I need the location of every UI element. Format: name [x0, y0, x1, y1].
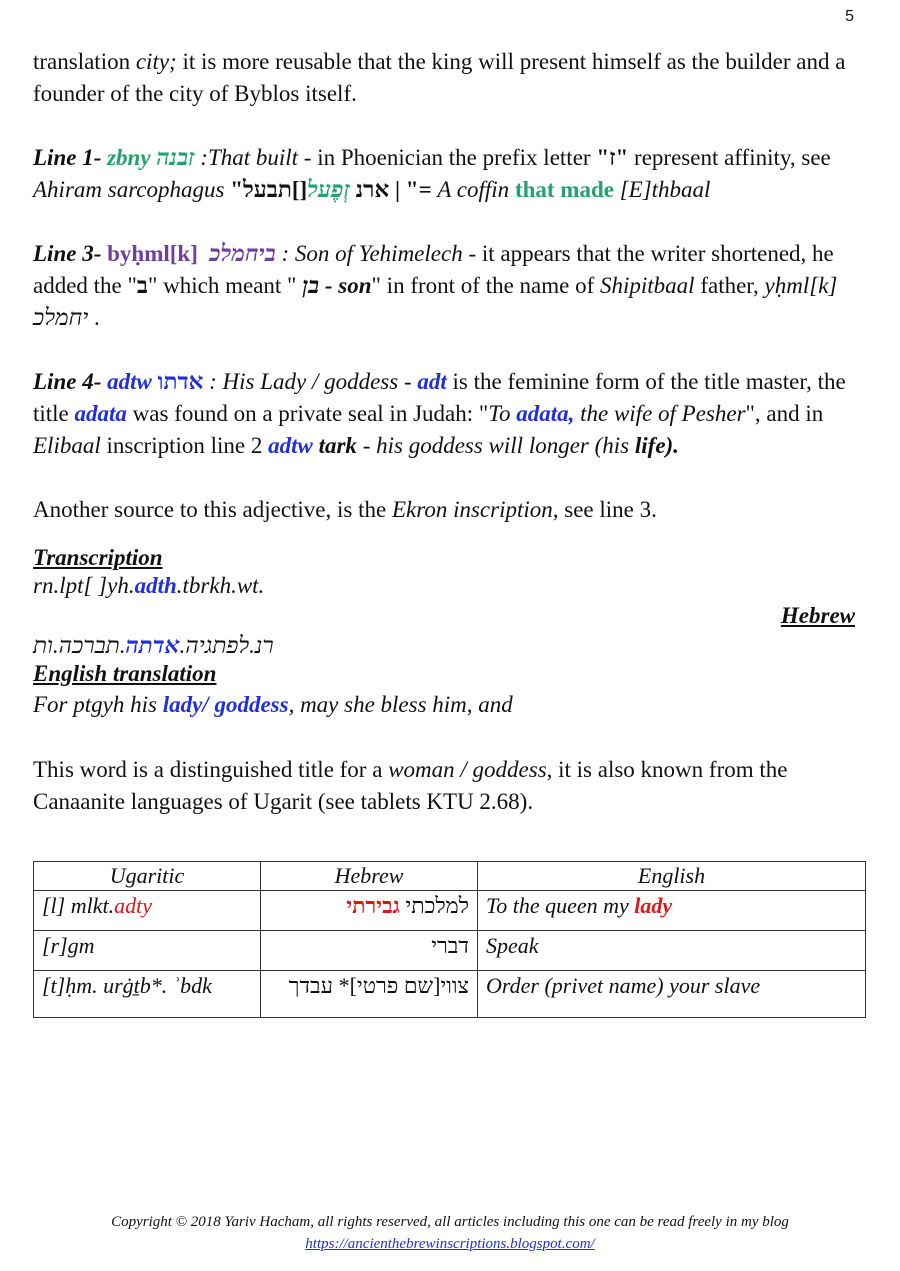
hebrew-heading-line: [33, 600, 855, 632]
line1-translation-highlight: that made: [514, 177, 614, 202]
transcription-heading: Transcription: [33, 545, 163, 570]
line4-text-2: was found on a private seal in Judah: ": [126, 401, 489, 426]
distinguished-text-end: , it is also known from the Canaanite languages of Ugarit (see tablets KTU 2.68).: [33, 757, 788, 814]
line3-gloss: : Son of Yehimelech: [275, 241, 463, 266]
line1-heb-tbaal: תבעל: [243, 177, 292, 202]
ugaritic-text: [l] mlkt.: [42, 893, 115, 918]
line3-hebrew-2: יחמלכ: [33, 305, 89, 330]
line4-quote-1: To: [488, 401, 517, 426]
line4-quote-adata: adata,: [516, 401, 575, 426]
comparison-table: [33, 861, 866, 1018]
english-lady-goddess: lady/ goddess: [162, 692, 289, 717]
line3-translit: byḥml[k]: [107, 241, 198, 266]
line1-heb-arn: | ארנ: [355, 177, 406, 202]
line1-gloss: :That built: [200, 145, 299, 170]
hebrew-adth: אדתה: [125, 633, 180, 658]
intro-text-end: it is more reusable that the king will present himself as the builder and a founder of the city of Byblos itself.: [33, 49, 846, 106]
header-english: English: [478, 862, 866, 891]
line1-translit: zbny: [107, 145, 151, 170]
distinguished-woman-goddess: woman / goddess: [388, 757, 547, 782]
line4-dash-2: -: [356, 433, 377, 458]
line4-elibaal: Elibaal: [33, 433, 101, 458]
line4-adt: adt: [417, 369, 447, 394]
hebrew-cell: [261, 891, 478, 931]
english-heading-line: [33, 658, 855, 690]
table-row: [34, 971, 866, 1018]
hebrew-text: צווי[שם פרטי]* עבדך: [288, 973, 469, 998]
ugaritic-cell: [34, 891, 261, 931]
english-text: To the queen my: [486, 893, 635, 918]
english-cell: [478, 971, 866, 1018]
line4-dash: -: [398, 369, 418, 394]
line1-translation-end: [E]thbaal: [613, 177, 711, 202]
line3-translit-2: yḥml[k]: [764, 273, 838, 298]
line3-end: .: [88, 305, 100, 330]
line3-name: Shipitbaal: [600, 273, 695, 298]
line3-text: - it appears that the writer shortened, he added the ": [33, 241, 834, 298]
transcription-text: [33, 570, 855, 602]
table-row: [34, 931, 866, 971]
ugaritic-cell: [34, 931, 261, 971]
english-part-3: , may she bless him, and: [288, 692, 513, 717]
line3-label: Line 3-: [33, 241, 102, 266]
line4-quote-3: the wife of Pesher: [574, 401, 746, 426]
english-part-1: For ptgyh his: [33, 692, 163, 717]
footer-copyright: Copyright © 2018 Yariv Hacham, all rights reserved, all articles including this one can be read freely in my blog: [111, 1214, 789, 1230]
line1-translation: A coffin: [431, 177, 515, 202]
source-text-end: see line 3.: [558, 497, 657, 522]
source-paragraph: [33, 494, 855, 526]
table-row: [34, 891, 866, 931]
transcription-part-3: .tbrkh.wt.: [176, 573, 265, 598]
ugaritic-text: [t]ḥm. urġṯb*. ʾbdk: [42, 973, 212, 998]
line1-hebrew: זבנה: [156, 145, 195, 170]
hebrew-text: למלכתי: [399, 893, 469, 918]
hebrew-cell: [261, 931, 478, 971]
line4-text: is the feminine form of the title master, the title: [33, 369, 846, 426]
line4-translit: adtw: [107, 369, 152, 394]
ugaritic-highlight: adty: [114, 893, 153, 918]
line4-gloss-2: his goddess will longer (his: [376, 433, 635, 458]
line4-adtw: adtw: [268, 433, 313, 458]
line1-ref: Ahiram sarcophagus: [33, 177, 225, 202]
line1-quote-close: "=: [405, 177, 432, 202]
source-text: Another source to this adjective, is the: [33, 497, 392, 522]
hebrew-part-3: .תברכה.ות: [33, 633, 126, 658]
line4-life: life).: [634, 433, 679, 458]
line3-hebrew: ביחמלכ: [209, 241, 276, 266]
line4-gloss: : His Lady / goddess: [203, 369, 399, 394]
ugaritic-text: [r]gm: [42, 933, 95, 958]
line3-letter: ב: [136, 273, 148, 298]
line1-heb-bracket: []: [291, 177, 308, 202]
english-translation-text: [33, 689, 855, 721]
line1-hebrew-phrase: [243, 177, 406, 202]
header-hebrew: Hebrew: [261, 862, 478, 891]
line4-label: Line 4-: [33, 369, 102, 394]
line3-paragraph: [33, 238, 855, 334]
english-cell: [478, 931, 866, 971]
line1-letter: "ז": [596, 145, 629, 170]
line4-text-3: ", and in: [745, 401, 824, 426]
table-header-row: [34, 862, 866, 891]
intro-city: city;: [135, 49, 177, 74]
distinguished-text: This word is a distinguished title for a: [33, 757, 389, 782]
line1-paragraph: [33, 142, 855, 206]
hebrew-part-1: רנ.לפתגיה.: [179, 633, 274, 658]
hebrew-text: דברי: [431, 933, 469, 958]
line4-paragraph: [33, 366, 855, 462]
footer-link-line: [0, 1236, 900, 1253]
english-cell: [478, 891, 866, 931]
line4-adata: adata: [74, 401, 127, 426]
line4-text-4: inscription line 2: [100, 433, 269, 458]
source-ekron: Ekron inscription,: [391, 497, 559, 522]
transcription-part-1: rn.lpt[ ]yh.: [33, 573, 135, 598]
hebrew-heading: Hebrew: [780, 603, 855, 628]
hebrew-highlight: גבירתי: [346, 893, 400, 918]
line1-text-2: represent affinity, see: [628, 145, 831, 170]
line3-ben: בן: [302, 273, 320, 298]
line4-tark: tark: [312, 433, 357, 458]
english-text: Speak: [486, 933, 539, 958]
transcription-adth: adth: [134, 573, 177, 598]
line1-label: Line 1-: [33, 145, 102, 170]
intro-paragraph: [33, 46, 855, 110]
line3-text-3: " in front of the name of: [371, 273, 601, 298]
header-ugaritic: Ugaritic: [34, 862, 261, 891]
line3-text-2: " which meant ": [148, 273, 303, 298]
intro-text: translation: [33, 49, 136, 74]
english-translation-heading: English translation: [33, 661, 217, 686]
line4-hebrew: אדתו: [157, 369, 204, 394]
line1-heb-zpaal: זְפֶעל: [307, 177, 350, 202]
english-highlight: lady: [634, 893, 673, 918]
line3-text-4: father,: [694, 273, 765, 298]
distinguished-paragraph: [33, 754, 855, 818]
line3-son: - son: [319, 273, 372, 298]
ugaritic-cell: [34, 971, 261, 1018]
line1-text: - in Phoenician the prefix letter: [298, 145, 597, 170]
blog-link[interactable]: https://ancienthebrewinscriptions.blogspot.com/: [305, 1236, 595, 1252]
english-text: Order (privet name) your slave: [486, 973, 761, 998]
line1-quote-open: ": [224, 177, 243, 202]
hebrew-cell: [261, 971, 478, 1018]
page-number: 5: [845, 8, 854, 25]
